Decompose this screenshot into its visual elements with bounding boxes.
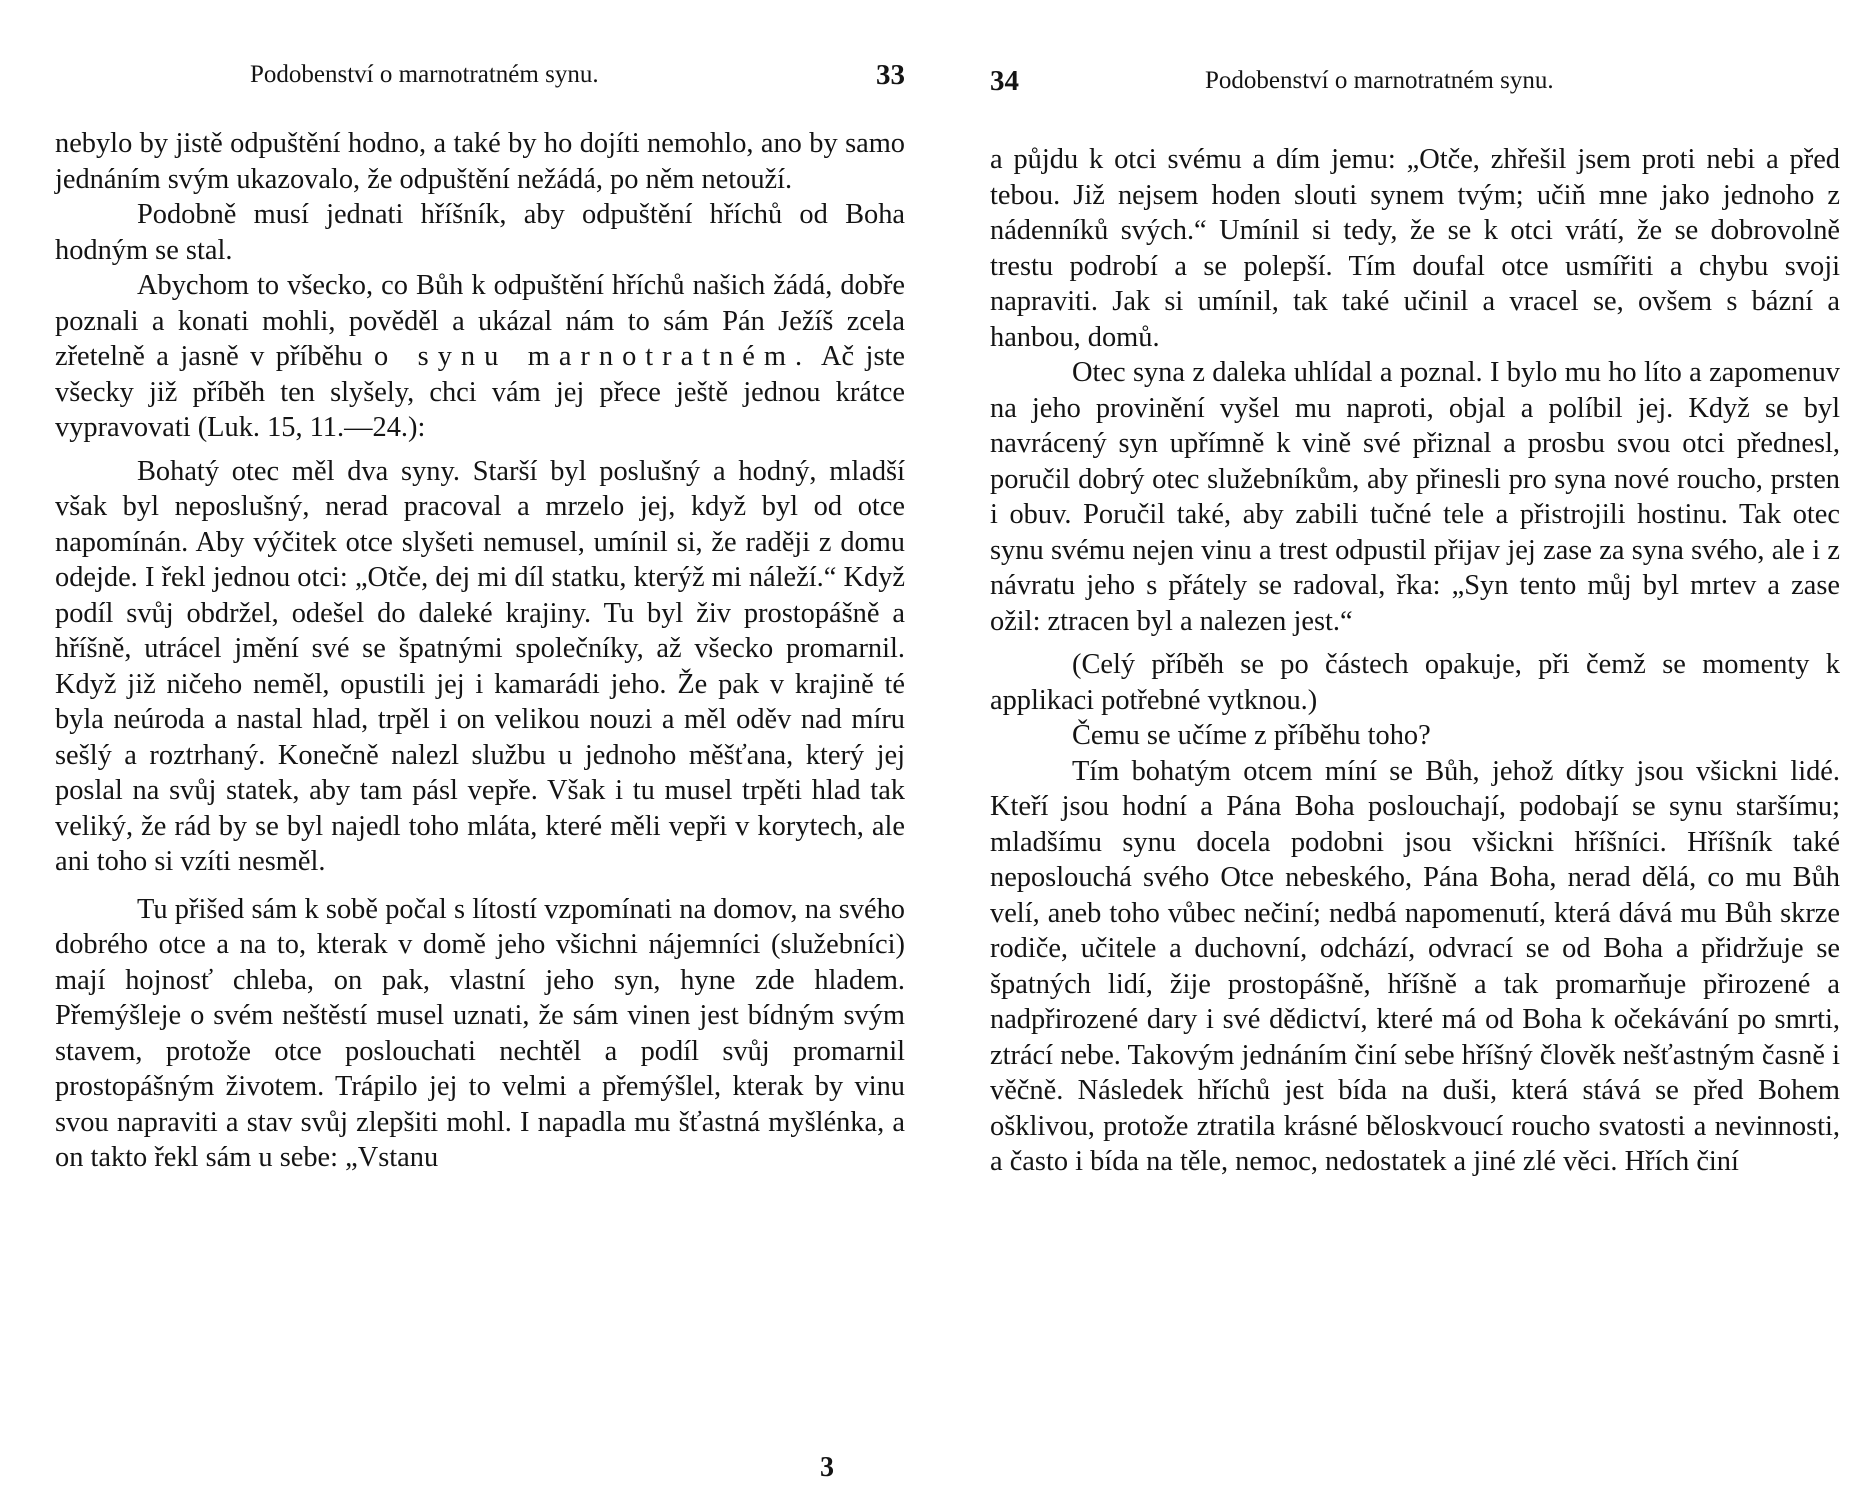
paragraph: nebylo by jistě odpuštění hodno, a také by ho dojíti nemohlo, ano by samo jednáním svým ukazovalo, že odpuštění nežádá, po něm netouží. (55, 128, 905, 195)
paragraph (55, 268, 905, 446)
paragraph: Tu přišed sám k sobě počal s lítostí vzpomínati na domov, na svého dobrého otce a na to, kterak v domě jeho všichni nájemníci (služebníci) mají hojnosť chleba, on pak, vlastní jeho syn, hyne zde hladem. Přemýšleje o svém neštěstí musel uznati, že sám vinen jest bídným svým stavem, protože otce poslouchati nechtěl a podíl svůj promarnil prostopášným životem. Trápilo jej to velmi a přemýšlel, kterak by vinu svou napraviti a stav svůj zlepšiti mohl. I napadla mu šťastná myšlénka, a on takto řekl sám u sebe: „Vstanu (55, 893, 905, 1173)
page-number: 33 (876, 59, 905, 91)
running-head (990, 55, 1840, 95)
section-question: Čemu se učíme z příběhu toho? (1072, 720, 1431, 751)
body-text (55, 126, 905, 1176)
paragraph-text: Ač jste všecky již příběh ten slyšely, chci vám jej přece ještě jednou krátce vypravovati (Luk. 15, 11.—24.): (55, 341, 905, 443)
left-page (55, 0, 905, 1500)
right-page (990, 0, 1840, 1500)
signature-mark: 3 (820, 1452, 834, 1483)
paragraph: Otec syna z daleka uhlídal a poznal. I bylo mu ho líto a zapomenuv na jeho provinění vyšel mu naproti, objal a políbil jej. Když se byl navrácený syn upřímně k vině své přiznal a prosbu svou otci přednesl, poručil dobrý otec služebníkům, aby přinesli pro syna nové roucho, prsten i obuv. Poručil také, aby zabili tučné tele a přistrojili hostinu. Tak otec synu svému nejen vinu a trest odpustil přijav jej zase za syna svého, ale i z návratu jeho s přátely se radoval, řka: „Syn tento můj byl mrtev a zase ožil: ztracen byl a nalezen jest.“ (990, 357, 1840, 637)
paragraph-text: Abychom to všecko, co Bůh k odpuštění hříchů našich žádá, dobře poznali a konati mohli, pověděl a ukázal nám to sám Pán Ježíš zcela zřetelně a jasně v příběhu (55, 270, 905, 372)
page-number: 34 (990, 65, 1019, 97)
running-title: Podobenství o marnotratném synu. (1205, 67, 1554, 94)
paragraph: Tím bohatým otcem míní se Bůh, jehož dítky jsou všickni lidé. Kteří jsou hodní a Pána Boha poslouchají, podobají se synu staršímu; mladšímu synu docela podobni jsou všickni hříšníci. Hříšník také neposlouchá svého Otce nebeského, Pána Boha, nerad dělá, co mu Bůh velí, aneb toho vůbec nečiní; nedbá napomenutí, která dává mu Bůh skrze rodiče, učitele a duchovní, odchází, odvrací se od Boha a přidržuje se špatných lidí, žije prostopášně, hříšně a tak promarňuje přirozené a nadpřirozené dary i své dědictví, které má od Boha k očekávání po smrti, ztrácí nebe. Takovým jednáním činí sebe hříšný člověk nešťastným časně i věčně. Následek hříchů jest bída na duši, která stává se před Bohem ošklivou, protože ztratila krásné běloskvoucí roucho svatosti a nevinnosti, a často i bída na těle, nemoc, nedostatek a jiné zlé věci. Hřích činí (990, 755, 1840, 1177)
letterspaced-title: o synu marnotratném. (374, 341, 812, 372)
paragraph: a půjdu k otci svému a dím jemu: „Otče, zhřešil jsem proti nebi a před tebou. Již nejsem hoden slouti synem tvým; učiň mne jako jednoho z nádenníků svých.“ Umínil si tedy, že se k otci vrátí, že se dobrovolně trestu podrobí a se polepší. Tím doufal otce usmířiti a chybu svoji napraviti. Jak si umínil, tak také učinil a vracel se, ovšem s bázní a hanbou, domů. (990, 144, 1840, 353)
paragraph: Bohatý otec měl dva syny. Starší byl poslušný a hodný, mladší však byl neposlušný, nerad pracoval a mrzelo jej, když byl od otce napomínán. Aby výčitek otce slyšeti nemusel, umínil si, že raději z domu odejde. I řekl jednou otci: „Otče, dej mi díl statku, kterýž mi náleží.“ Když podíl svůj obdržel, odešel do daleké krajiny. Tu byl živ prostopášně a hříšně, utrácel jmění své se špatnými společníky, až všecko promarnil. Když již ničeho neměl, opustili jej i kamarádi jeho. Že pak v krajině té byla neúroda a nastal hlad, trpěl i on velikou nouzi a měl oděv nad míru sešlý a roztrhaný. Konečně nalezl službu u jednoho měšťana, který jej poslal na svůj statek, aby tam pásl vepře. Však i tu musel trpěti hlad tak veliký, že rád by se byl najedl toho mláta, které měli vepři v korytech, ale ani toho si vzíti nesměl. (55, 455, 905, 877)
body-text (990, 142, 1840, 1180)
paragraph: Podobně musí jednati hříšník, aby odpuštění hříchů od Boha hodným se stal. (55, 199, 905, 266)
running-title: Podobenství o marnotratném synu. (250, 61, 599, 88)
paragraph: (Celý příběh se po částech opakuje, při čemž se momenty k applikaci potřebné vytknou.) (990, 649, 1840, 716)
running-head (55, 55, 905, 95)
